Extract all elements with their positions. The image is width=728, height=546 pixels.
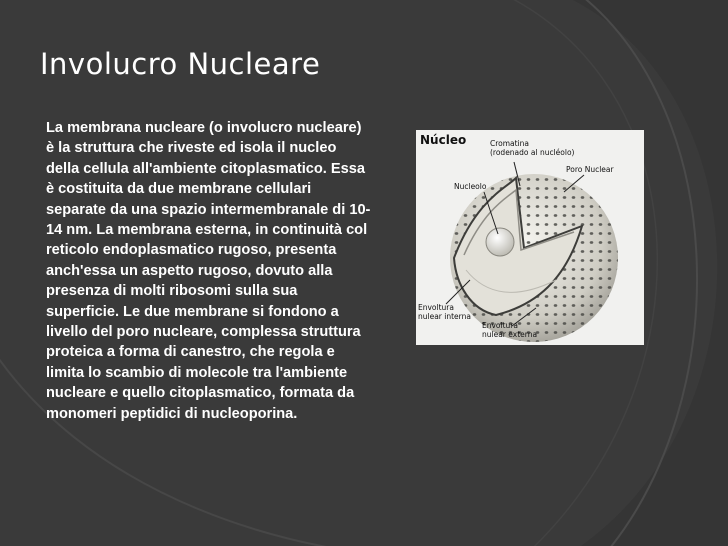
label-cromatina: Cromatina	[490, 139, 530, 148]
label-cromatina-detail: (rodenado al nucléolo)	[490, 148, 575, 157]
slide-body-text: La membrana nucleare (o involucro nucleare) è la struttura che riveste ed isola il nucleo della cellula all'ambiente citoplasmatico. Essa è costituita da due membrane cellulari separate da una spazio intermembranale di 10-14 nm. La membrana esterna, in continuità col reticolo endoplasmatico rugoso, presenta anch'essa un aspetto rugoso, dovuto alla presenza di molti ribosomi sulla sua superficie. Le due membrane si fondono a livello del poro nucleare, complessa struttura proteica a forma di canestro, che regola e limita lo scambio di molecole tra l'ambiente nucleare e quello citoplasmatico, formata da monomeri peptidici di nucleoporina.	[46, 120, 371, 422]
label-envoltura-externa-detail: nulear externa	[482, 330, 538, 339]
nucleus-diagram	[416, 130, 644, 345]
label-envoltura-interna: Envoltura	[418, 303, 454, 312]
label-poro-nuclear: Poro Nuclear	[566, 165, 614, 174]
figure-heading: Núcleo	[420, 133, 467, 147]
label-nucleolo: Nucleolo	[454, 182, 487, 191]
slide-title: Involucro Nucleare	[40, 47, 321, 81]
label-envoltura-interna-detail: nulear interna	[418, 312, 471, 321]
label-envoltura-externa: Envoltura	[482, 321, 518, 330]
